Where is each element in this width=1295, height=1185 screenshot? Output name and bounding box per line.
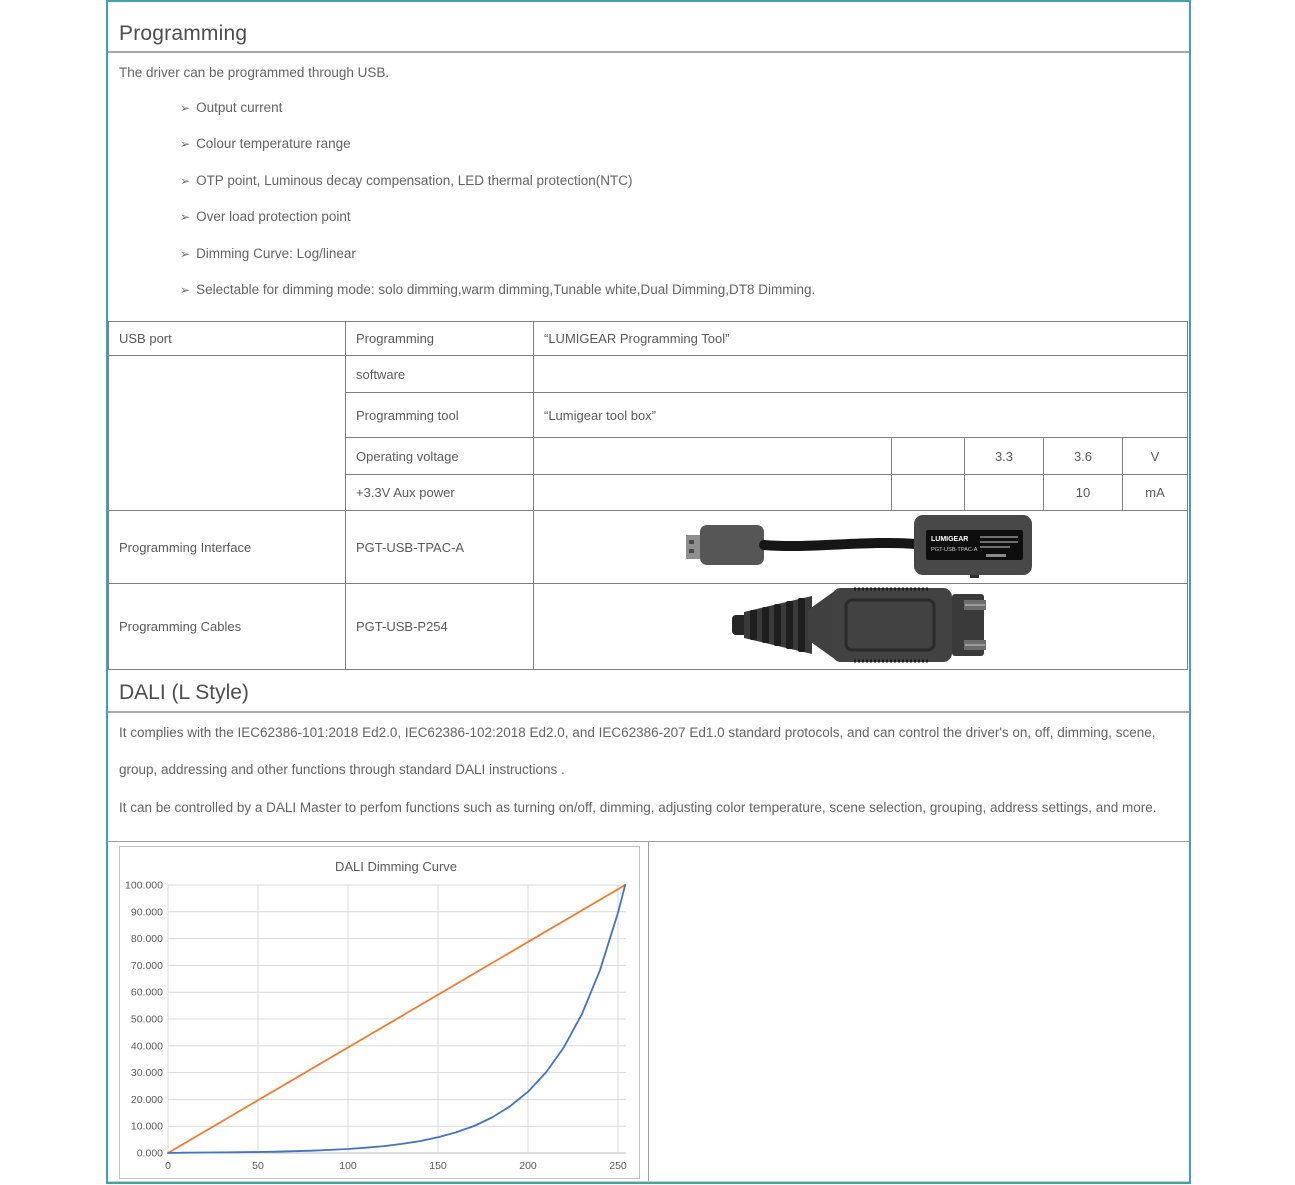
list-item-label: Selectable for dimming mode: solo dimming,warm dimming,Tunable white,Dual Dimming,DT8 Dimming. [196, 282, 816, 298]
list-item [180, 163, 1189, 199]
programming-feature-list [180, 90, 1189, 308]
cell-aux-power: +3.3V Aux power [346, 475, 534, 511]
cell-cable-model: PGT-USB-P254 [346, 584, 534, 670]
svg-text:50: 50 [252, 1159, 264, 1172]
arrow-bullet-icon: ➢ [180, 246, 191, 261]
svg-text:0: 0 [165, 1159, 171, 1172]
list-item-label: Over load protection point [196, 209, 351, 225]
programming-spec-table [108, 321, 1188, 670]
cell-empty [534, 438, 892, 475]
svg-text:250: 250 [609, 1159, 627, 1172]
cell-aux-power-value: 10 [1044, 475, 1123, 511]
svg-text:60.000: 60.000 [130, 986, 163, 999]
programming-intro-text: The driver can be programmed through USB. [119, 65, 390, 80]
list-item-label: Dimming Curve: Log/linear [196, 245, 356, 261]
svg-text:100.000: 100.000 [125, 879, 163, 892]
cell-interface-model: PGT-USB-TPAC-A [346, 511, 534, 584]
svg-text:90.000: 90.000 [130, 906, 163, 919]
dali-paragraph-2: It can be controlled by a DALI Master to perfom functions such as turning on/off, dimming, adjusting color temperature, scene selection, grouping, address settings, and more. [119, 800, 1157, 816]
svg-text:10.000: 10.000 [130, 1120, 163, 1133]
cell-empty [965, 475, 1044, 511]
dali-paragraph-1: It complies with the IEC62386-101:2018 Ed2.0, IEC62386-102:2018 Ed2.0, and IEC62386-207 Ed1.0 standard protocols, and can control the driver's on, off, dimming, scene, group, addressing and other functions through standard DALI instructions . [119, 725, 1156, 777]
svg-text:150: 150 [429, 1159, 447, 1172]
svg-text:0.000: 0.000 [136, 1147, 163, 1160]
cell-programming: Programming [346, 322, 534, 356]
svg-text:40.000: 40.000 [130, 1040, 163, 1053]
cell-voltage-min: 3.3 [965, 438, 1044, 475]
arrow-bullet-icon: ➢ [180, 173, 191, 188]
svg-text:30.000: 30.000 [130, 1067, 163, 1080]
arrow-bullet-icon: ➢ [180, 283, 191, 298]
table-row [109, 356, 1188, 393]
device-brand-label: LUMIGEAR [930, 535, 968, 543]
cell-voltage-max: 3.6 [1044, 438, 1123, 475]
svg-text:20.000: 20.000 [130, 1093, 163, 1106]
list-item-label: OTP point, Luminous decay compensation, LED thermal protection(NTC) [196, 172, 633, 188]
cell-empty [534, 475, 892, 511]
cell-programming-cables: Programming Cables [109, 584, 346, 670]
svg-text:80.000: 80.000 [130, 933, 163, 946]
usb-cable-image [732, 584, 990, 666]
cell-usb-port: USB port [109, 322, 346, 356]
cell-aux-power-unit: mA [1123, 475, 1188, 511]
table-row [109, 584, 1188, 670]
cell-programming-tool: Programming tool [346, 393, 534, 438]
usb-interface-image [686, 513, 1036, 579]
cell-programming-software-value: “LUMIGEAR Programming Tool” [534, 322, 1188, 356]
list-item [180, 199, 1189, 235]
cell-programming-interface: Programming Interface [109, 511, 346, 584]
list-item-label: Colour temperature range [196, 136, 351, 152]
cell-software: software [346, 356, 534, 393]
list-item-label: Output current [196, 100, 283, 115]
cell-interface-photo [534, 511, 1188, 584]
table-row [109, 511, 1188, 584]
svg-text:70.000: 70.000 [130, 959, 163, 972]
chart-canvas [120, 847, 639, 1178]
cell-operating-voltage: Operating voltage [346, 438, 534, 475]
section-title-dali: DALI (L Style) [119, 681, 249, 705]
device-model-label: PGT-USB-TPAC-A [930, 546, 978, 553]
arrow-bullet-icon: ➢ [180, 210, 191, 225]
cell-voltage-unit: V [1123, 438, 1188, 475]
cell-empty [534, 356, 1188, 393]
empty-cell [649, 842, 1189, 1181]
datasheet-page [106, 0, 1191, 1184]
list-item [180, 126, 1189, 162]
list-item [180, 236, 1189, 272]
arrow-bullet-icon: ➢ [180, 101, 191, 115]
chart-title: DALI Dimming Curve [334, 858, 458, 874]
cell-empty [892, 438, 965, 475]
dali-curve-cell [108, 842, 649, 1181]
section-divider [108, 711, 1189, 713]
cell-cable-photo [534, 584, 1188, 670]
cell-empty [109, 356, 346, 511]
arrow-bullet-icon: ➢ [180, 137, 191, 152]
list-item [180, 272, 1189, 308]
list-item [180, 90, 1189, 126]
section-title-programming: Programming [119, 22, 248, 45]
svg-text:100: 100 [339, 1159, 357, 1172]
section-divider [108, 51, 1189, 53]
svg-text:200: 200 [519, 1159, 537, 1172]
svg-text:50.000: 50.000 [130, 1013, 163, 1026]
dali-dimming-curve-chart [119, 846, 640, 1179]
cell-empty [892, 475, 965, 511]
cell-programming-tool-value: “Lumigear tool box” [534, 393, 1188, 438]
table-row [109, 322, 1188, 356]
dali-curve-row [108, 841, 1189, 1182]
